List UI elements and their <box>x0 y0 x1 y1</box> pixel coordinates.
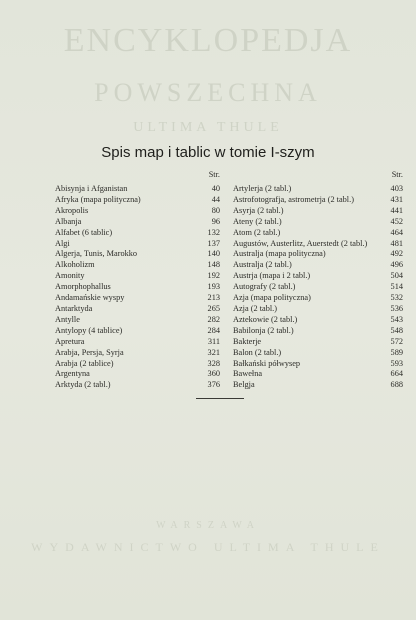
entry-name: Albanja <box>55 216 82 226</box>
entry-list-right <box>233 184 403 391</box>
index-entry <box>55 260 220 271</box>
index-entry <box>55 337 220 348</box>
entry-page: 137 <box>207 238 220 248</box>
entry-page: 664 <box>390 369 403 379</box>
entry-name: Augustów, Austerlitz, Auerstedt (2 tabl.) <box>233 238 368 248</box>
entry-name: Antarktyda <box>55 303 93 313</box>
index-entry <box>233 206 403 217</box>
entry-list-left <box>55 184 220 391</box>
entry-name: Alkoholizm <box>55 260 95 270</box>
entry-name: Antylle <box>55 314 80 324</box>
index-entry <box>233 260 403 271</box>
entry-page: 40 <box>211 184 220 193</box>
entry-name: Algi <box>55 238 70 248</box>
entry-name: Arabja, Persja, Syrja <box>55 347 124 357</box>
entry-name: Arktyda (2 tabl.) <box>55 380 111 390</box>
entry-page: 514 <box>390 282 403 292</box>
entry-page: 532 <box>390 293 403 303</box>
index-entry <box>55 217 220 228</box>
page-title: Spis map i tablic w tomie I-szym <box>101 144 315 161</box>
entry-page: 193 <box>207 282 220 292</box>
entry-page: 328 <box>207 358 220 368</box>
index-entry <box>233 195 403 206</box>
index-entry <box>55 369 220 380</box>
entry-page: 572 <box>390 336 403 346</box>
entry-page: 265 <box>207 303 220 313</box>
index-entry <box>233 184 403 195</box>
entry-page: 496 <box>390 260 403 270</box>
entry-name: Asyrja (2 tabl.) <box>233 205 284 215</box>
entry-name: Bakterje <box>233 336 262 346</box>
entry-name: Austrja (mapa i 2 tabl.) <box>233 271 311 281</box>
index-entry <box>233 359 403 370</box>
index-entry <box>233 326 403 337</box>
entry-name: Abisynja i Afganistan <box>55 184 128 193</box>
entry-name: Algerja, Tunis, Marokko <box>55 249 138 259</box>
index-entry <box>233 380 403 391</box>
entry-page: 589 <box>390 347 403 357</box>
entry-page: 504 <box>390 271 403 281</box>
index-entry <box>55 206 220 217</box>
entry-page: 441 <box>390 205 403 215</box>
entry-name: Amonity <box>55 271 85 281</box>
index-entry <box>55 315 220 326</box>
entry-page: 543 <box>390 314 403 324</box>
entry-page: 192 <box>207 271 220 281</box>
entry-page: 548 <box>390 325 403 335</box>
entry-page: 284 <box>207 325 220 335</box>
entry-page: 321 <box>207 347 220 357</box>
entry-name: Azja (mapa polityczna) <box>233 293 311 303</box>
entry-page: 96 <box>211 216 220 226</box>
entry-page: 481 <box>390 238 403 248</box>
index-entry <box>55 359 220 370</box>
entry-page: 148 <box>207 260 220 270</box>
index-entry <box>233 239 403 250</box>
entry-name: Apretura <box>55 336 85 346</box>
index-entry <box>233 293 403 304</box>
entry-name: Ateny (2 tabl.) <box>233 216 282 226</box>
index-entry <box>233 369 403 380</box>
entry-page: 132 <box>207 227 220 237</box>
index-column-right <box>233 170 403 391</box>
entry-name: Balon (2 tabl.) <box>233 347 282 357</box>
ghost-imprint-city: WARSZAWA <box>156 520 260 531</box>
entry-page: 44 <box>211 194 220 204</box>
index-entry <box>55 348 220 359</box>
index-entry <box>233 228 403 239</box>
entry-page: 140 <box>207 249 220 259</box>
entry-name: Aztekowie (2 tabl.) <box>233 314 298 324</box>
entry-name: Azja (2 tabl.) <box>233 303 278 313</box>
entry-name: Bawełna <box>233 369 263 379</box>
entry-page: 282 <box>207 314 220 324</box>
entry-name: Antylopy (4 tablice) <box>55 325 123 335</box>
ghost-title-line2: POWSZECHNA <box>94 78 322 107</box>
page-header-left: Str. <box>208 170 220 179</box>
entry-name: Astrofotografja, astrometrja (2 tabl.) <box>233 194 354 204</box>
entry-name: Andamańskie wyspy <box>55 293 125 303</box>
entry-name: Akropolis <box>55 205 89 215</box>
entry-name: Australja (2 tabl.) <box>233 260 292 270</box>
ghost-title-line3: ULTIMA THULE <box>133 120 283 135</box>
index-entry <box>55 326 220 337</box>
index-entry <box>233 282 403 293</box>
index-entry <box>55 249 220 260</box>
index-entry <box>233 249 403 260</box>
entry-page: 492 <box>390 249 403 259</box>
entry-page: 536 <box>390 303 403 313</box>
index-entry <box>55 184 220 195</box>
ghost-imprint-publisher: WYDAWNICTWO ULTIMA THULE <box>31 540 385 554</box>
entry-page: 311 <box>207 336 220 346</box>
index-entry <box>55 380 220 391</box>
entry-page: 360 <box>207 369 220 379</box>
entry-page: 213 <box>207 293 220 303</box>
entry-page: 403 <box>390 184 403 193</box>
entry-name: Babilonja (2 tabl.) <box>233 325 294 335</box>
entry-name: Atom (2 tabl.) <box>233 227 281 237</box>
index-entry <box>233 337 403 348</box>
index-entry <box>55 228 220 239</box>
entry-page: 452 <box>390 216 403 226</box>
entry-name: Alfabet (6 tablic) <box>55 227 113 237</box>
index-entry <box>233 304 403 315</box>
index-entry <box>233 315 403 326</box>
entry-name: Australja (mapa polityczna) <box>233 249 326 259</box>
ghost-title-line1: ENCYKLOPEDJA <box>63 22 353 59</box>
index-entry <box>55 239 220 250</box>
index-entry <box>55 271 220 282</box>
entry-name: Argentyna <box>55 369 90 379</box>
entry-name: Afryka (mapa polityczna) <box>55 194 141 204</box>
entry-page: 464 <box>390 227 403 237</box>
index-entry <box>55 195 220 206</box>
entry-name: Artylerja (2 tabl.) <box>233 184 292 193</box>
entry-name: Amorphophallus <box>55 282 111 292</box>
index-entry <box>55 293 220 304</box>
entry-page: 431 <box>390 194 403 204</box>
index-entry <box>233 217 403 228</box>
index-entry <box>55 304 220 315</box>
entry-name: Autografy (2 tabl.) <box>233 282 296 292</box>
entry-name: Bałkański półwysep <box>233 358 301 368</box>
entry-page: 376 <box>207 380 220 390</box>
entry-page: 80 <box>211 205 220 215</box>
entry-page: 688 <box>390 380 403 390</box>
index-entry <box>55 282 220 293</box>
index-column-left <box>55 170 220 391</box>
entry-name: Arabja (2 tablice) <box>55 358 114 368</box>
entry-page: 593 <box>390 358 403 368</box>
entry-name: Belgja <box>233 380 255 390</box>
page-header-right: Str. <box>391 170 403 179</box>
index-entry <box>233 348 403 359</box>
index-entry <box>233 271 403 282</box>
divider-rule <box>196 398 244 399</box>
